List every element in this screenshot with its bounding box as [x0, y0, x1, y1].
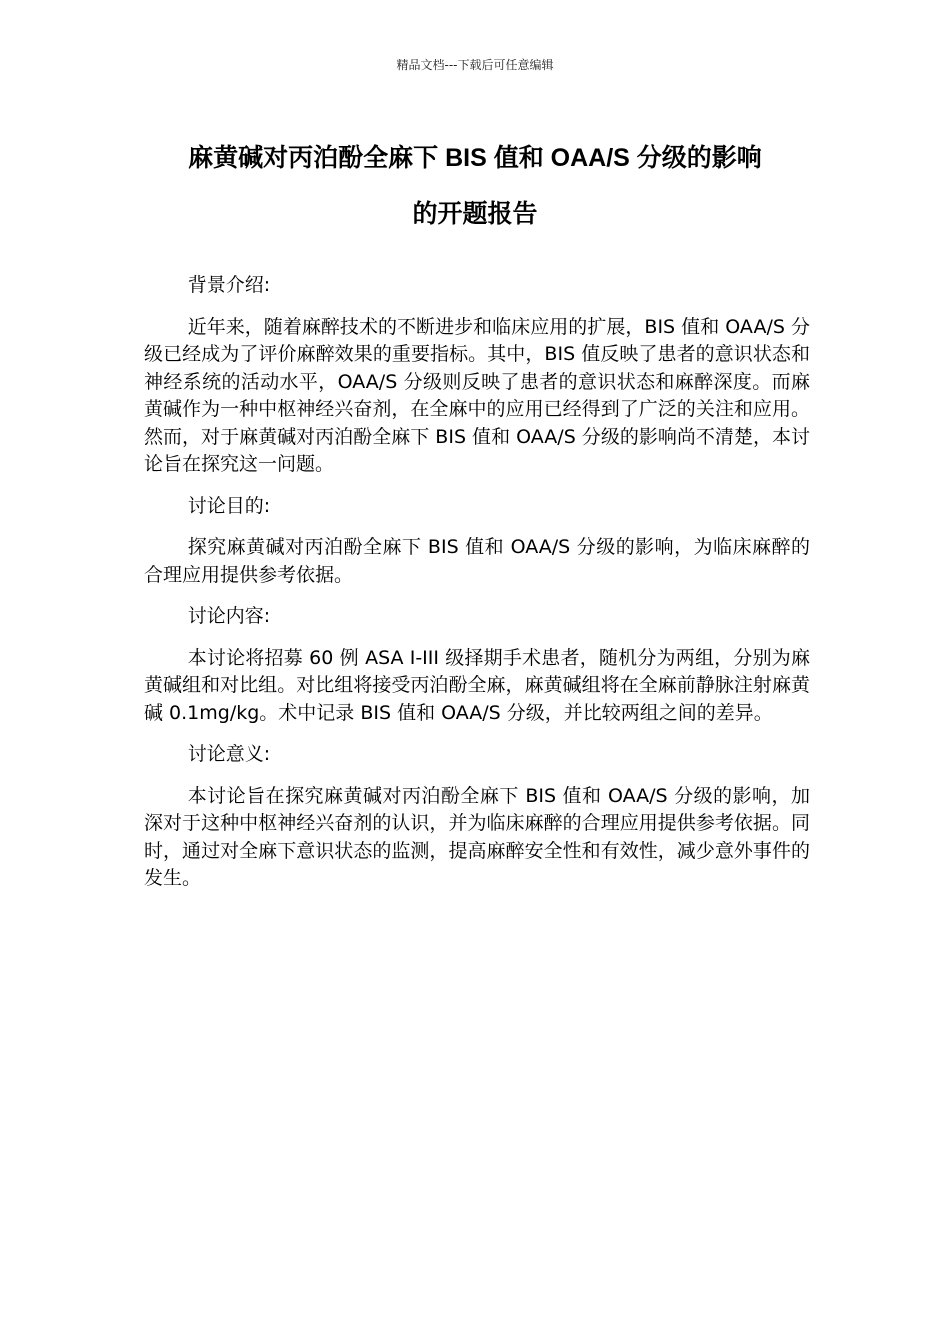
background-paragraph: 近年来，随着麻醉技术的不断进步和临床应用的扩展，BIS 值和 OAA/S 分级已经成为了评价麻醉效果的重要指标。其中，BIS 值反映了患者的意识状态和神经系统的活动水平，OAA/S 分级则反映了患者的意识状态和麻醉深度。而麻黄碱作为一种中枢神经兴奋剂，在全麻中的应用已经得到了广泛的关注和应用。然而，对于麻黄碱对丙泊酚全麻下 BIS 值和 OAA/S 分级的影响尚不清楚，本讨论旨在探究这一问题。: [144, 315, 810, 475]
page-header: 精品文档---下载后可任意编辑: [396, 58, 554, 72]
content-paragraph: 本讨论将招募 60 例 ASA I-III 级择期手术患者，随机分为两组，分别为麻黄碱组和对比组。对比组将接受丙泊酚全麻，麻黄碱组将在全麻前静脉注射麻黄碱 0.1mg/kg。术中记录 BIS 值和 OAA/S 分级，并比较两组之间的差异。: [144, 646, 810, 724]
document-title: [120, 130, 830, 242]
document-title-line-2: 的开题报告: [412, 200, 538, 228]
content-heading: 讨论内容:: [187, 605, 271, 627]
significance-paragraph: 本讨论旨在探究麻黄碱对丙泊酚全麻下 BIS 值和 OAA/S 分级的影响，加深对于这种中枢神经兴奋剂的认识，并为临床麻醉的合理应用提供参考依据。同时，通过对全麻下意识状态的监测，提高麻醉安全性和有效性，减少意外事件的发生。: [144, 784, 810, 889]
document-body: [144, 272, 810, 907]
document-title-line-1: 麻黄碱对丙泊酚全麻下 BIS 值和 OAA/S 分级的影响: [188, 144, 762, 172]
purpose-heading: 讨论目的:: [187, 494, 271, 517]
background-heading: 背景介绍:: [187, 274, 271, 296]
significance-heading: 讨论意义:: [187, 743, 271, 765]
purpose-paragraph: 探究麻黄碱对丙泊酚全麻下 BIS 值和 OAA/S 分级的影响，为临床麻醉的合理应用提供参考依据。: [144, 536, 810, 586]
